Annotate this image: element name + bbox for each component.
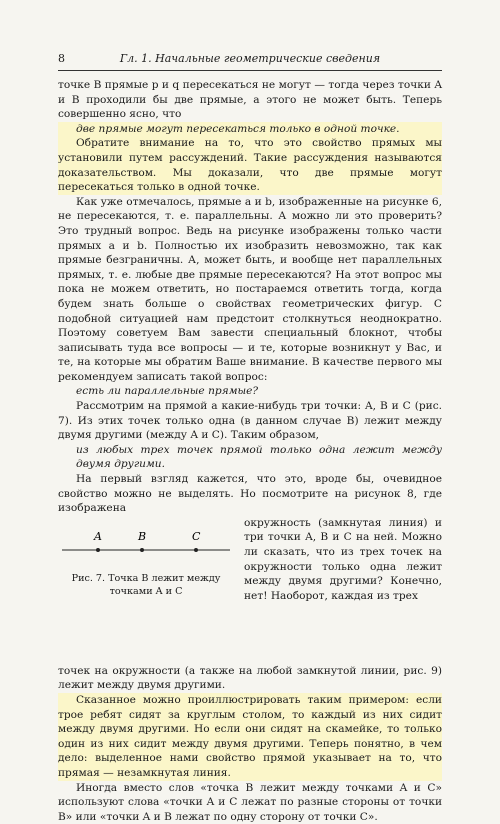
paragraph: На первый взгляд кажется, что это, вроде бы, очевидное свойство можно не выделять. Но посмотрите на рисунок 8, где изображена — [58, 473, 442, 515]
statement-quote: две прямые могут пересекаться только в одной точке. — [58, 122, 442, 137]
paragraph: точек на окружности (а также на любой замкнутой линии, рис. 9) лежит между двумя другими. — [58, 664, 442, 692]
question-quote: есть ли параллельные прямые? — [76, 385, 259, 398]
point-b-label: B — [138, 529, 147, 543]
point-c-label: C — [192, 529, 201, 543]
figure-7 — [58, 520, 234, 598]
point-a-label: A — [94, 529, 102, 543]
figure-7-drawing — [58, 520, 234, 564]
page-body — [58, 78, 442, 824]
paragraph: Обратите внимание на то, что это свойство прямых мы установили путем рассуждений. Такие рассуждения называются доказательством. Мы доказали, что две прямые могут пересекаться только в одной точке. — [58, 137, 442, 194]
page-number: 8 — [58, 52, 65, 65]
page-header — [58, 52, 442, 68]
header-rule — [58, 70, 442, 71]
point-c — [194, 548, 198, 552]
paragraph: Иногда вместо слов «точка B лежит между точками A и C» используют слова «точки A и C лежат по разные стороны от точки B» или «точки A и B лежат по одну сторону от точки C». — [58, 781, 442, 823]
figure-wrap — [58, 516, 442, 664]
paragraph: Сказанное можно проиллюстрировать таким примером: если трое ребят сидят за круглым столом, то каждый из них сидит между двумя другими. Но если они сидят на скамейке, то только один из них сидит между двумя другими. Теперь понятно, в чем дело: выделенное нами свойство прямой указывает на то, что прямая — незамкнутая линия. — [58, 694, 442, 779]
point-b — [140, 548, 144, 552]
statement-quote: из любых трех точек прямой только одна лежит между двумя другими. — [76, 443, 442, 471]
paragraph: Рассмотрим на прямой a какие-нибудь три точки: A, B и C (рис. 7). Из этих точек только одна (в данном случае B) лежит между двумя другими (между A и C). Таким образом, — [58, 400, 442, 442]
paragraph: точке B прямые p и q пересекаться не могут — тогда через точки A и B проходили бы две прямые, а этого не может быть. Теперь совершенно ясно, что — [58, 79, 442, 121]
wrapped-text: окружность (замкнутая линия) и три точки A, B и C на ней. Можно ли сказать, что из трех точек на окружности только одна лежит между двумя другими? Конечно, нет! Наоборот, каждая из трех — [244, 516, 442, 602]
point-a — [96, 548, 100, 552]
paragraph: Как уже отмечалось, прямые a и b, изображенные на рисунке 6, не пересекаются, т. е. параллельны. А можно ли это проверить? Это трудный вопрос. Ведь на рисунке изображены только части прямых a и b. Полностью их изобразить невозможно, так как прямые безграничны. А, может быть, и вообще нет параллельных прямых, т. е. любые две прямые пересекаются? На этот вопрос мы пока не можем ответить, но постараемся ответить тогда, когда будем знать больше о свойствах геометрических фигур. С подобной ситуацией нам предстоит столкнуться неоднократно. Поэтому советуем Вам завести специальный блокнот, чтобы записывать туда все вопросы — и те, которые возникнут у Вас, и те, на которые мы обратим Ваше внимание. В качестве первого мы рекомендуем записать такой вопрос: — [58, 195, 442, 383]
running-title: Гл. 1. Начальные геометрические сведения — [119, 52, 381, 65]
figure-caption: Рис. 7. Точка B лежит между точками A и C — [71, 572, 221, 597]
